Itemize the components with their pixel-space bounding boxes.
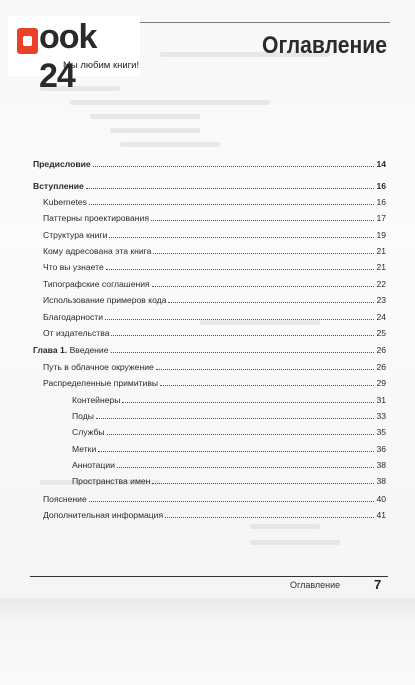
toc-entry <box>43 324 386 338</box>
toc-entry-title: Предисловие <box>33 159 91 169</box>
toc-page-number: 29 <box>376 378 386 388</box>
toc-entry-title: Кому адресована эта книга <box>43 246 152 256</box>
toc-page-number: 24 <box>376 312 386 322</box>
toc-leader-dots <box>168 301 374 303</box>
page-title: Оглавление <box>262 32 387 59</box>
toc-entry-title: От издательства <box>43 328 110 338</box>
toc-entry-title: Структура книги <box>43 230 108 240</box>
toc-entry <box>43 193 386 207</box>
toc-entry <box>33 155 386 169</box>
toc-entry-title: Аннотации <box>72 460 115 470</box>
footer-label: Оглавление <box>290 580 341 590</box>
toc-entry-title: Контейнеры <box>72 395 121 405</box>
toc-entry-title: Пояснение <box>43 494 87 504</box>
toc-entry <box>43 291 386 305</box>
toc-page-number: 38 <box>376 460 386 470</box>
toc-entry-title: Kubernetes <box>43 197 87 207</box>
toc-page-number: 36 <box>376 444 386 454</box>
toc-page-number: 40 <box>376 494 386 504</box>
toc-page-number: 31 <box>376 395 386 405</box>
toc-page-number: 22 <box>376 279 386 289</box>
toc-leader-dots <box>165 516 374 518</box>
book24-logo <box>8 16 140 95</box>
toc-entry <box>43 308 386 322</box>
toc-leader-dots <box>107 433 375 435</box>
toc-leader-dots <box>160 384 374 386</box>
toc-entry-title <box>33 345 109 355</box>
toc-entry <box>43 358 386 372</box>
toc-page-number: 19 <box>376 230 386 240</box>
toc-entry-title: Дополнительная информация <box>43 510 164 520</box>
toc-entry <box>43 226 386 240</box>
toc-leader-dots <box>105 318 374 320</box>
toc-entry <box>72 472 386 486</box>
toc-entry <box>72 423 386 437</box>
toc-chapter-number: Глава 1. <box>33 345 68 355</box>
toc-leader-dots <box>89 500 375 502</box>
toc-leader-dots <box>117 466 374 468</box>
toc-leader-dots <box>151 219 374 221</box>
toc-leader-dots <box>89 203 374 205</box>
toc-entry <box>72 456 386 470</box>
toc-entry <box>43 374 386 388</box>
toc-page-number: 23 <box>376 295 386 305</box>
toc-page-number: 16 <box>376 181 386 191</box>
toc-entry-title: Путь в облачное окружение <box>43 362 154 372</box>
toc-leader-dots <box>98 450 374 452</box>
toc-page-number: 33 <box>376 411 386 421</box>
toc-entry <box>43 275 386 289</box>
toc-entry <box>72 440 386 454</box>
toc-entry-title: Что вы узнаете <box>43 262 104 272</box>
toc-leader-dots <box>96 417 374 419</box>
toc-page-number: 21 <box>376 262 386 272</box>
toc-leader-dots <box>111 334 374 336</box>
toc-entry-title: Пространства имен <box>72 476 151 486</box>
toc-entry <box>72 407 386 421</box>
toc-entry-title: Метки <box>72 444 97 454</box>
toc-leader-dots <box>152 285 375 287</box>
toc-page-number: 35 <box>376 427 386 437</box>
toc-leader-dots <box>153 252 374 254</box>
toc-page-number: 17 <box>376 213 386 223</box>
toc-leader-dots <box>106 268 375 270</box>
toc-page-number: 26 <box>376 345 386 355</box>
footer-rule <box>30 576 388 577</box>
toc-leader-dots <box>109 236 374 238</box>
toc-entry <box>43 242 386 256</box>
toc-page-number: 14 <box>376 159 386 169</box>
toc-entry-title: Вступление <box>33 181 84 191</box>
background-below-page <box>0 598 415 685</box>
page-number: 7 <box>374 577 382 592</box>
toc-page-number: 21 <box>376 246 386 256</box>
toc-entry-title: Распределенные примитивы <box>43 378 159 388</box>
toc-entry-title: Благодарности <box>43 312 104 322</box>
toc-entry-title: Использование примеров кода <box>43 295 167 305</box>
toc-leader-dots <box>86 187 375 189</box>
toc-entry <box>43 490 386 504</box>
toc-entry-title: Службы <box>72 427 105 437</box>
toc-entry <box>33 341 386 355</box>
toc-chapter-title: Введение <box>67 345 109 355</box>
toc-entry-title: Типографские соглашения <box>43 279 150 289</box>
toc-page-number: 38 <box>376 476 386 486</box>
toc-entry <box>33 177 386 191</box>
logo-word: ook 24 <box>39 18 97 95</box>
toc-entry-title: Паттерны проектирования <box>43 213 150 223</box>
toc-entry <box>43 258 386 272</box>
book-icon <box>17 28 38 54</box>
logo-slogan: Мы любим книги! <box>63 60 140 71</box>
toc-leader-dots <box>111 351 375 353</box>
toc-entry-title: Поды <box>72 411 94 421</box>
toc-leader-dots <box>93 165 375 167</box>
toc-page-number: 41 <box>376 510 386 520</box>
toc-page-number: 16 <box>376 197 386 207</box>
toc-leader-dots <box>152 482 374 484</box>
toc-leader-dots <box>122 401 374 403</box>
toc-page-number: 25 <box>376 328 386 338</box>
toc-entry <box>43 506 386 520</box>
header-rule <box>140 22 390 23</box>
toc-entry <box>43 209 386 223</box>
toc-leader-dots <box>156 368 375 370</box>
toc-entry <box>72 391 386 405</box>
toc-page-number: 26 <box>376 362 386 372</box>
